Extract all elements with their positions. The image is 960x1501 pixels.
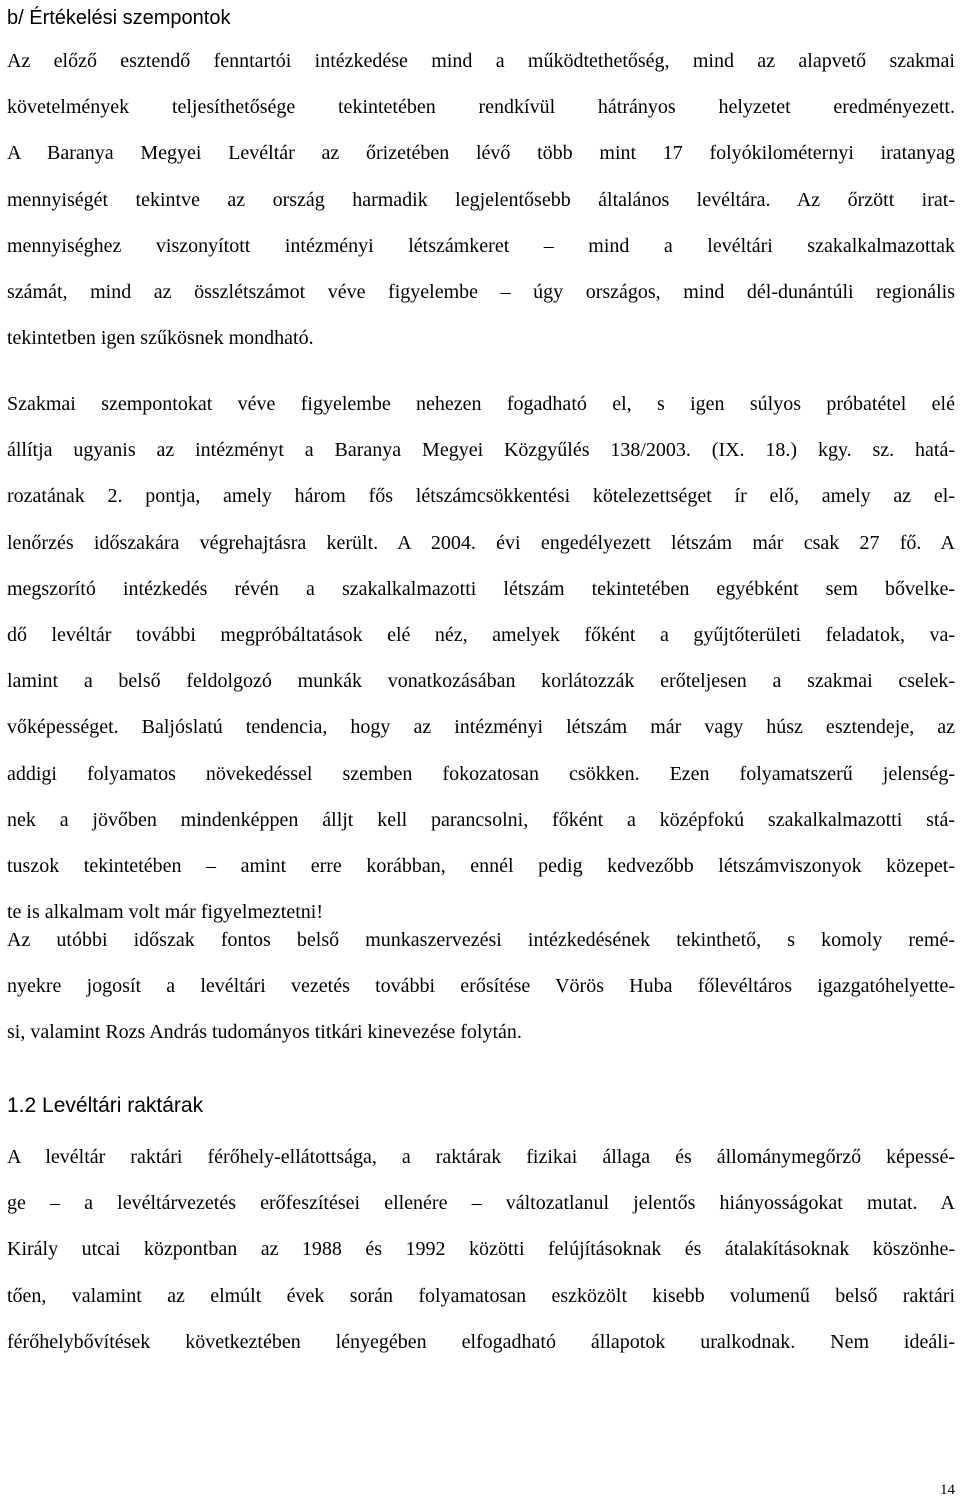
text-line: Az utóbbi időszak fontos belső munkaszervezési intézkedésének tekinthető, s komoly remé- xyxy=(7,929,955,951)
text-line: követelmények teljesíthetősége tekintetében rendkívül hátrányos helyzetet eredményezett. xyxy=(7,96,955,119)
text-line: megszorító intézkedés révén a szakalkalmazotti létszám tekintetében egyébként sem bővelke- xyxy=(7,577,955,600)
section-heading: 1.2 Levéltári raktárak xyxy=(7,1094,204,1117)
text-line: si, valamint Rozs András tudományos titkári kinevezése folytán. xyxy=(7,1021,522,1044)
text-line: addigi folyamatos növekedéssel szemben fokozatosan csökken. Ezen folyamatszerű jelenség- xyxy=(7,762,955,785)
text-line: lamint a belső feldolgozó munkák vonatkozásában korlátozzák erőteljesen a szakmai cselek- xyxy=(7,670,955,693)
text-line: te is alkalmam volt már figyelmeztetni! xyxy=(7,901,324,924)
section-label: b/ Értékelési szempontok xyxy=(7,7,231,29)
paragraph-leadership xyxy=(7,917,955,1056)
text-line: tően, valamint az elmúlt évek során folyamatosan eszközölt kisebb volumenű belső raktári xyxy=(7,1284,955,1307)
text-line: nek a jövőben mindenképpen álljt kell parancsolni, főként a középfokú szakalkalmazotti stá- xyxy=(7,808,955,831)
text-line: mennyiséghez viszonyított intézményi létszámkeret – mind a levéltári szakalkalmazottak xyxy=(7,234,955,257)
page-number: 14 xyxy=(940,1482,955,1498)
paragraph-staff-reduction xyxy=(7,381,955,935)
text-line: állítja ugyanis az intézményt a Baranya Megyei Közgyűlés 138/2003. (IX. 18.) kgy. sz. hatá- xyxy=(7,439,955,462)
text-line: nyekre jogosít a levéltári vezetés további erősítése Vörös Huba főlevéltáros igazgatóhelyette- xyxy=(7,975,955,998)
paragraph-storage xyxy=(7,1134,955,1365)
text-line: számát, mind az összlétszámot véve figyelembe – úgy országos, mind dél-dunántúli regionális xyxy=(7,281,955,304)
text-line: tekintetben igen szűkösnek mondható. xyxy=(7,327,314,350)
text-line: A levéltár raktári férőhely-ellátottsága, a raktárak fizikai állaga és állománymegőrző képessé- xyxy=(7,1146,955,1168)
text-line: lenőrzés időszakára végrehajtásra került. A 2004. évi engedélyezett létszám már csak 27 fő. A xyxy=(7,531,955,554)
text-line: Az előző esztendő fenntartói intézkedése mind a működtethetőség, mind az alapvető szakmai xyxy=(7,50,955,72)
text-line: Szakmai szempontokat véve figyelembe nehezen fogadható el, s igen súlyos próbatétel elé xyxy=(7,393,955,415)
paragraph-staffing-intro xyxy=(7,38,955,361)
text-line: ge – a levéltárvezetés erőfeszítései ellenére – változatlanul jelentős hiányosságokat mutat. A xyxy=(7,1192,955,1215)
text-line: Király utcai központban az 1988 és 1992 közötti felújításoknak és átalakításoknak köszönhe- xyxy=(7,1238,955,1261)
text-line: A Baranya Megyei Levéltár az őrizetében lévő több mint 17 folyókilométernyi iratanyag xyxy=(7,142,955,165)
text-line: dő levéltár további megpróbáltatások elé néz, amelyek főként a gyűjtőterületi feladatok, va- xyxy=(7,624,955,647)
text-line: vőképességet. Baljóslatú tendencia, hogy az intézményi létszám már vagy húsz esztendeje, az xyxy=(7,716,955,739)
text-line: mennyiségét tekintve az ország harmadik legjelentősebb általános levéltára. Az őrzött irat- xyxy=(7,188,955,211)
text-line: férőhelybővítések következtében lényegében elfogadható állapotok uralkodnak. Nem ideáli- xyxy=(7,1330,955,1353)
text-line: tuszok tekintetében – amint erre korábban, ennél pedig kedvezőbb létszámviszonyok közepet- xyxy=(7,855,955,878)
text-line: rozatának 2. pontja, amely három fős létszámcsökkentési kötelezettséget ír elő, amely az el- xyxy=(7,485,955,508)
